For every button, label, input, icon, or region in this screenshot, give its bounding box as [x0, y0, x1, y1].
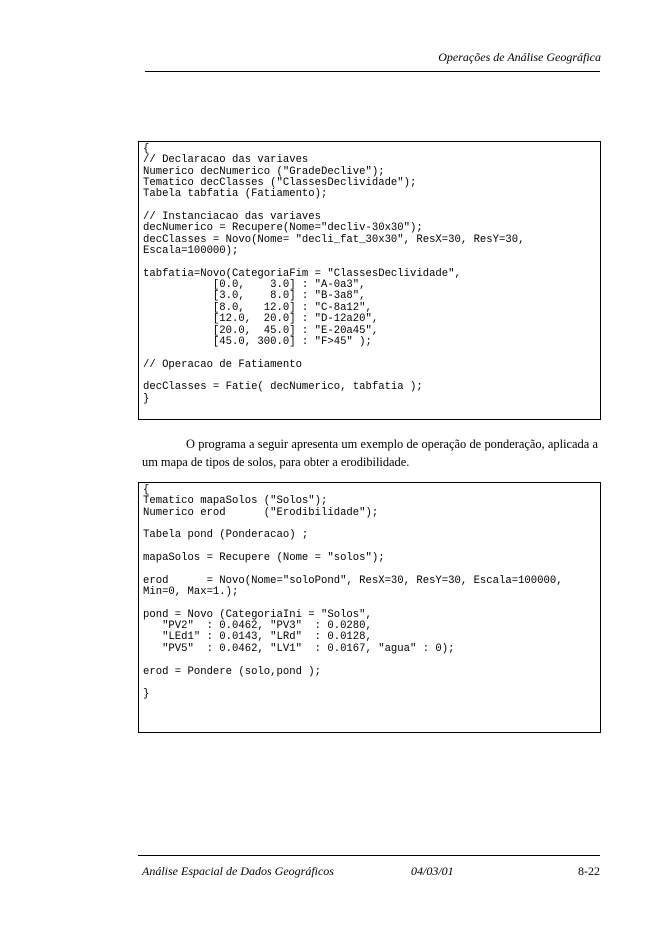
code-line: erod = Novo(Nome="soloPond", ResX=30, ResY=30, Escala=100000,: [143, 574, 563, 587]
code-line: // Declaracao das variaves: [143, 154, 309, 167]
code-line: }: [143, 392, 150, 405]
footer-date: 04/03/01: [411, 864, 454, 878]
code-line: }: [143, 688, 150, 701]
code-line: Escala=100000);: [143, 245, 239, 258]
code-line: [143, 348, 596, 359]
code-line: [8.0, 12.0] : "C-8a12",: [143, 301, 372, 314]
footer-divider: [138, 855, 600, 856]
code-line: Tabela pond (Ponderacao) ;: [143, 529, 309, 542]
code-line: Numerico erod ("Erodibilidade");: [143, 506, 379, 519]
code-line: "PV5" : 0.0462, "LV1" : 0.0167, "agua" : 0);: [143, 642, 455, 655]
code-line: mapaSolos = Recupere (Nome = "solos");: [143, 552, 385, 565]
code-line: // Instanciacao das variaves: [143, 211, 322, 224]
code-block-ponderacao: [138, 482, 601, 733]
code-line: // Operacao de Fatiamento: [143, 358, 302, 371]
code-line: decClasses = Novo(Nome= "decli_fat_30x30", ResX=30, ResY=30,: [143, 233, 525, 246]
code-block-fatiamento: [138, 141, 601, 420]
code-line: {: [143, 143, 150, 155]
code-line: Tabela tabfatia (Fatiamento);: [143, 188, 328, 201]
code-line: Numerico decNumerico ("GradeDeclive");: [143, 165, 385, 178]
footer-document-title: Análise Espacial de Dados Geográficos: [142, 864, 334, 878]
code-line: pond = Novo (CategoriaIni = "Solos",: [143, 608, 372, 621]
code-line: decNumerico = Recupere(Nome="decliv-30x30");: [143, 222, 423, 235]
code-line: [12.0, 20.0] : "D-12a20",: [143, 313, 379, 326]
code-line: Min=0, Max=1.);: [143, 586, 239, 599]
code-line: [143, 678, 596, 689]
code-line: [3.0, 8.0] : "B-3a8",: [143, 290, 366, 303]
header-divider: [145, 71, 600, 72]
page-header-title: Operações de Análise Geográfica: [438, 50, 601, 64]
body-paragraph: O programa a seguir apresenta um exemplo de operação de ponderação, aplicada a um mapa de tipos de solos, para obter a erodibilidade.: [142, 437, 598, 469]
code-line: Tematico mapaSolos ("Solos");: [143, 495, 328, 508]
code-line: {: [143, 484, 150, 496]
code-line: [45.0, 300.0] : "F>45" );: [143, 335, 372, 348]
code-line: Tematico decClasses ("ClassesDeclividade");: [143, 177, 417, 190]
code-line: [20.0, 45.0] : "E-20a45",: [143, 324, 379, 337]
code-line: erod = Pondere (solo,pond );: [143, 665, 322, 678]
code-line: decClasses = Fatie( decNumerico, tabfatia );: [143, 381, 423, 394]
footer-page-number: 8-22: [578, 864, 600, 878]
code-line: "LEd1" : 0.0143, "LRd" : 0.0128,: [143, 631, 372, 644]
code-line: [0.0, 3.0] : "A-0a3",: [143, 279, 366, 292]
code-line: "PV2" : 0.0462, "PV3" : 0.0280,: [143, 620, 372, 633]
code-line: [143, 655, 596, 666]
code-line: tabfatia=Novo(CategoriaFim = "ClassesDeclividade",: [143, 267, 461, 280]
